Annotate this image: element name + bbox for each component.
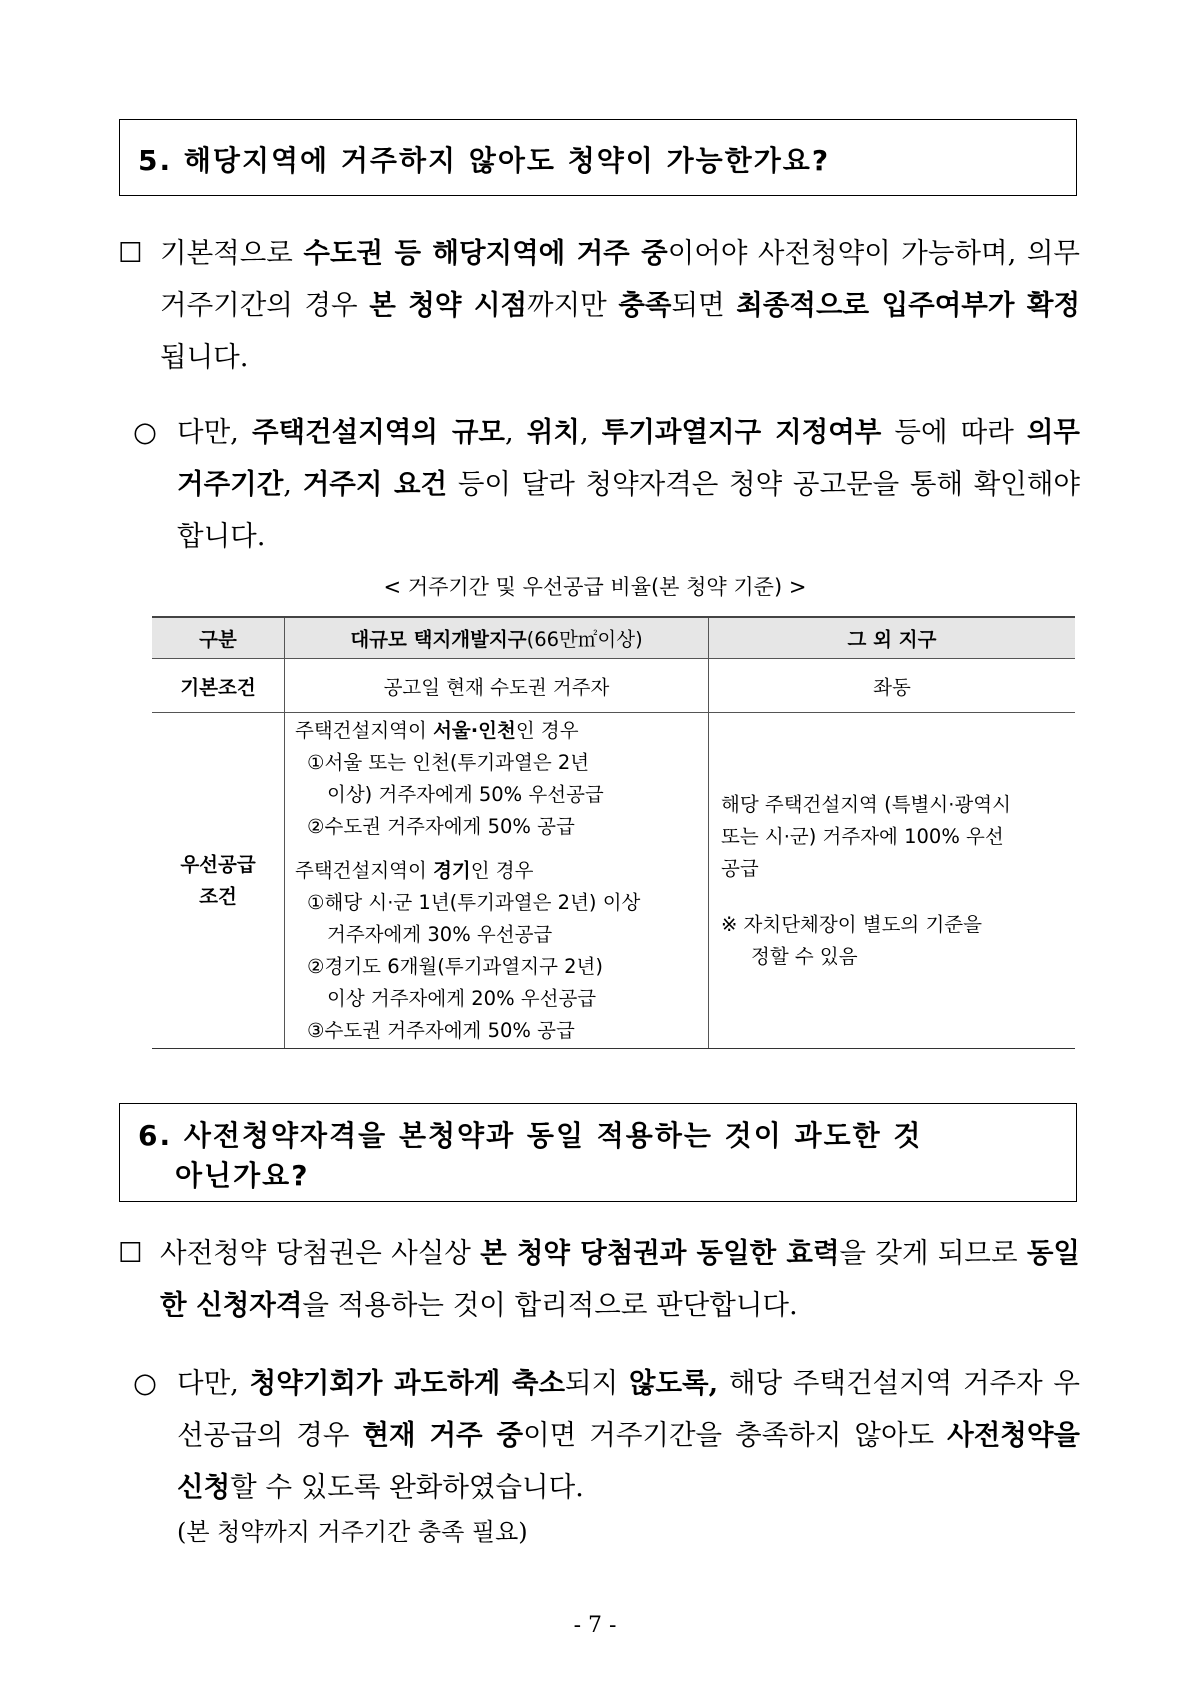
basic-other-district: 좌동 xyxy=(709,659,1076,713)
basic-label: 기본조건 xyxy=(152,659,285,713)
basic-large-district: 공고일 현재 수도권 거주자 xyxy=(285,659,709,713)
answer-5-sub-text: 다만, 주택건설지역의 규모, 위치, 투기과열지구 지정여부 등에 따라 의무 거주기간, 거주지 요건 등이 달라 청약자격은 청약 공고문을 통해 확인해야 합니다. xyxy=(177,416,1080,552)
answer-5-text: 기본적으로 수도권 등 해당지역에 거주 중이어야 사전청약이 가능하며, 의무 거주기간의 경우 본 청약 시점까지만 충족되면 최종적으로 입주여부가 확정됩니다. xyxy=(160,237,1081,373)
page-number: - 7 - xyxy=(573,1613,617,1638)
square-bullet-icon: ☐ xyxy=(118,237,143,269)
question-5-title: 5. 해당지역에 거주하지 않아도 청약이 가능한가요? xyxy=(138,144,831,177)
table-note: ※ 자치단체장이 별도의 기준을 xyxy=(721,912,982,936)
circle-bullet-icon: ○ xyxy=(133,1367,157,1399)
gyeonggi-case-heading: 주택건설지역이 경기인 경우 xyxy=(295,858,534,882)
answer-5-paragraph xyxy=(118,227,1080,383)
seoul-case-heading: 주택건설지역이 서울·인천인 경우 xyxy=(295,718,579,742)
header-other-district: 그 외 지구 xyxy=(709,617,1076,659)
answer-6-paragraph xyxy=(118,1227,1080,1331)
answer-6-sub-paragraph xyxy=(133,1357,1080,1513)
residence-period-table xyxy=(152,616,1075,1049)
circle-bullet-icon: ○ xyxy=(133,416,157,448)
answer-6-note: (본 청약까지 거주기간 충족 필요) xyxy=(177,1518,528,1546)
answer-6-text: 사전청약 당첨권은 사실상 본 청약 당첨권과 동일한 효력을 갖게 되므로 동일한 신청자격을 적용하는 것이 합리적으로 판단합니다. xyxy=(160,1237,1080,1321)
table-row-basic xyxy=(152,659,1075,713)
preference-other-district: 해당 주택건설지역 (특별시·광역시 또는 시·군) 거주자에 100% 우선 공급 ※ 자치단체장이 별도의 기준을 정할 수 있음 xyxy=(709,713,1076,1049)
answer-6-sub-text: 다만, 청약기회가 과도하게 축소되지 않도록, 해당 주택건설지역 거주자 우선공급의 경우 현재 거주 중이면 거주기간을 충족하지 않아도 사전청약을 신청할 수 있도록 완화하였습니다. xyxy=(177,1367,1080,1503)
question-6-title-line1: 6. 사전청약자격을 본청약과 동일 적용하는 것이 과도한 것 xyxy=(138,1119,923,1152)
table-header-row xyxy=(152,617,1075,659)
question-6-box xyxy=(119,1103,1077,1202)
table-row-preference xyxy=(152,713,1075,1049)
header-category: 구분 xyxy=(152,617,285,659)
preference-large-district: 주택건설지역이 서울·인천인 경우 ①서울 또는 인천(투기과열은 2년 이상) 거주자에게 50% 우선공급 ②수도권 거주자에게 50% 공급 주택건설지역이 경기인 경우 ①해당 시·군 1년(투기과열은 2년) 이상 거주자에게 30% 우선공급 ②경기도 6개월(투기과열지구 2년) 이상 거주자에게 20% 우선공급 ③수도권 거주자에게 50% 공급 xyxy=(285,713,709,1049)
square-bullet-icon: ☐ xyxy=(118,1237,143,1269)
header-large-district: 대규모 택지개발지구(66만㎡이상) xyxy=(285,617,709,659)
question-5-box xyxy=(119,119,1077,196)
question-6-title-line2: 아닌가요? xyxy=(175,1159,310,1192)
preference-label: 우선공급 조건 xyxy=(152,713,285,1049)
table-caption: < 거주기간 및 우선공급 비율(본 청약 기준) > xyxy=(383,575,807,599)
answer-5-sub-paragraph xyxy=(133,406,1080,562)
